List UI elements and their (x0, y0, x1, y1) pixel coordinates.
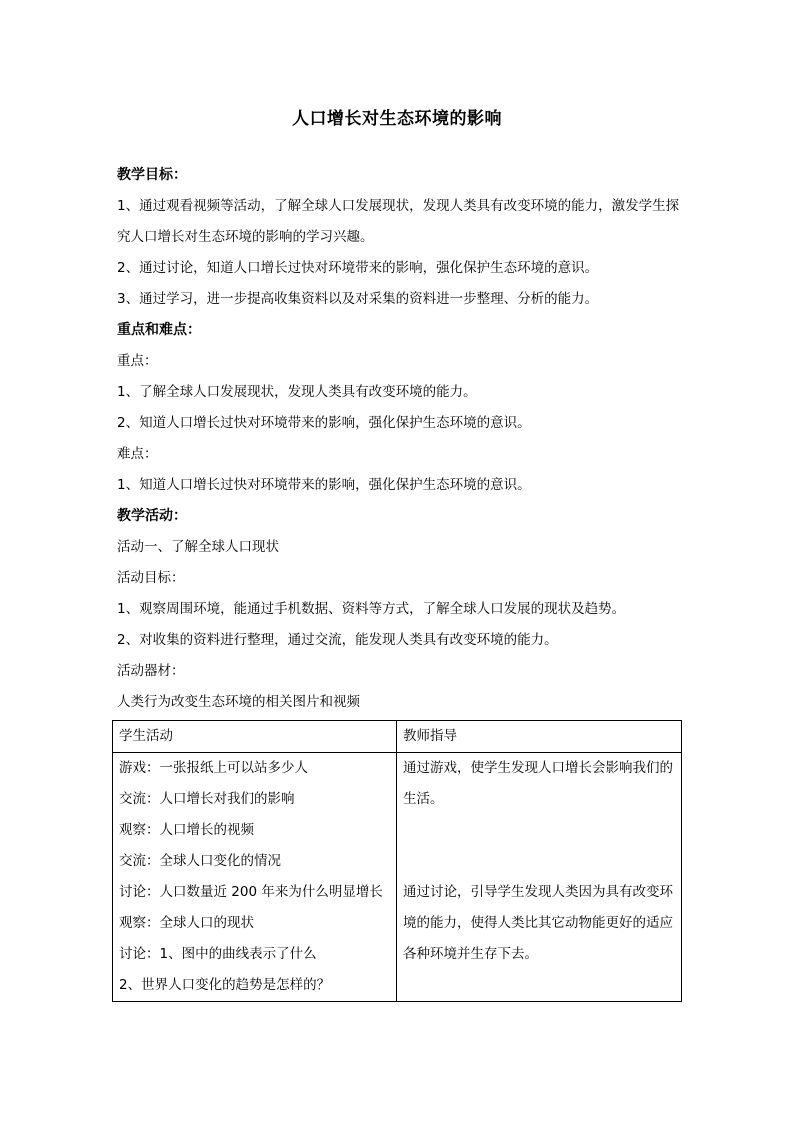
activity-1-title: 活动一、了解全球人口现状 (117, 539, 279, 555)
teacher-guide-1: 通过游戏，使学生发现人口增长会影响我们的生活。 (403, 760, 673, 807)
activity-table (112, 720, 682, 1002)
student-line: 游戏：一张报纸上可以站多少人 (119, 760, 308, 776)
difficult-label: 难点： (117, 446, 158, 462)
student-line: 观察：全球人口的现状 (119, 915, 254, 931)
key-label: 重点： (117, 353, 158, 369)
student-line: 讨论：1、图中的曲线表示了什么 (119, 946, 317, 962)
objective-item-2: 2、对收集的资料进行整理，通过交流，能发现人类具有改变环境的能力。 (117, 632, 558, 648)
student-activity-cell (113, 753, 397, 1002)
student-line: 观察：人口增长的视频 (119, 822, 254, 838)
student-line: 2、世界人口变化的趋势是怎样的？ (119, 977, 331, 993)
objective-item-1: 1、观察周围环境，能通过手机数据、资料等方式，了解全球人口发展的现状及趋势。 (117, 601, 626, 617)
table-row (113, 753, 682, 1002)
goals-heading: 教学目标： (117, 167, 187, 183)
key-points-heading: 重点和难点： (117, 322, 201, 338)
materials-label: 活动器材： (117, 663, 185, 679)
materials-text: 人类行为改变生态环境的相关图片和视频 (117, 694, 360, 710)
header-teacher-guide: 教师指导 (397, 721, 682, 753)
activities-heading: 教学活动： (117, 508, 187, 524)
goal-item-2: 2、通过讨论，知道人口增长过快对环境带来的影响，强化保护生态环境的意识。 (117, 260, 599, 276)
key-item-1: 1、了解全球人口发展现状，发现人类具有改变环境的能力。 (117, 384, 477, 400)
goal-item-1: 1、通过观看视频等活动，了解全球人口发展现状，发现人类具有改变环境的能力，激发学生探究人口增长对生态环境的影响的学习兴趣。 (117, 198, 680, 245)
student-line: 交流：人口增长对我们的影响 (119, 791, 295, 807)
teacher-guide-cell (397, 753, 682, 1002)
student-line: 讨论：人口数量近 200 年来为什么明显增长 (119, 884, 383, 900)
student-line: 交流：全球人口变化的情况 (119, 853, 281, 869)
header-student-activity: 学生活动 (113, 721, 397, 753)
difficult-item-1: 1、知道人口增长过快对环境带来的影响，强化保护生态环境的意识。 (117, 477, 531, 493)
document-body (117, 160, 682, 718)
key-item-2: 2、知道人口增长过快对环境带来的影响，强化保护生态环境的意识。 (117, 415, 531, 431)
teacher-guide-2: 通过讨论，引导学生发现人类因为具有改变环境的能力，使得人类比其它动物能更好的适应各种环境并生存下去。 (403, 884, 673, 962)
objective-label: 活动目标： (117, 570, 185, 586)
goal-item-3: 3、通过学习，进一步提高收集资料以及对采集的资料进一步整理、分析的能力。 (117, 291, 599, 307)
table-header-row (113, 721, 682, 753)
page-title: 人口增长对生态环境的影响 (292, 109, 502, 129)
guide-spacer (403, 815, 675, 877)
